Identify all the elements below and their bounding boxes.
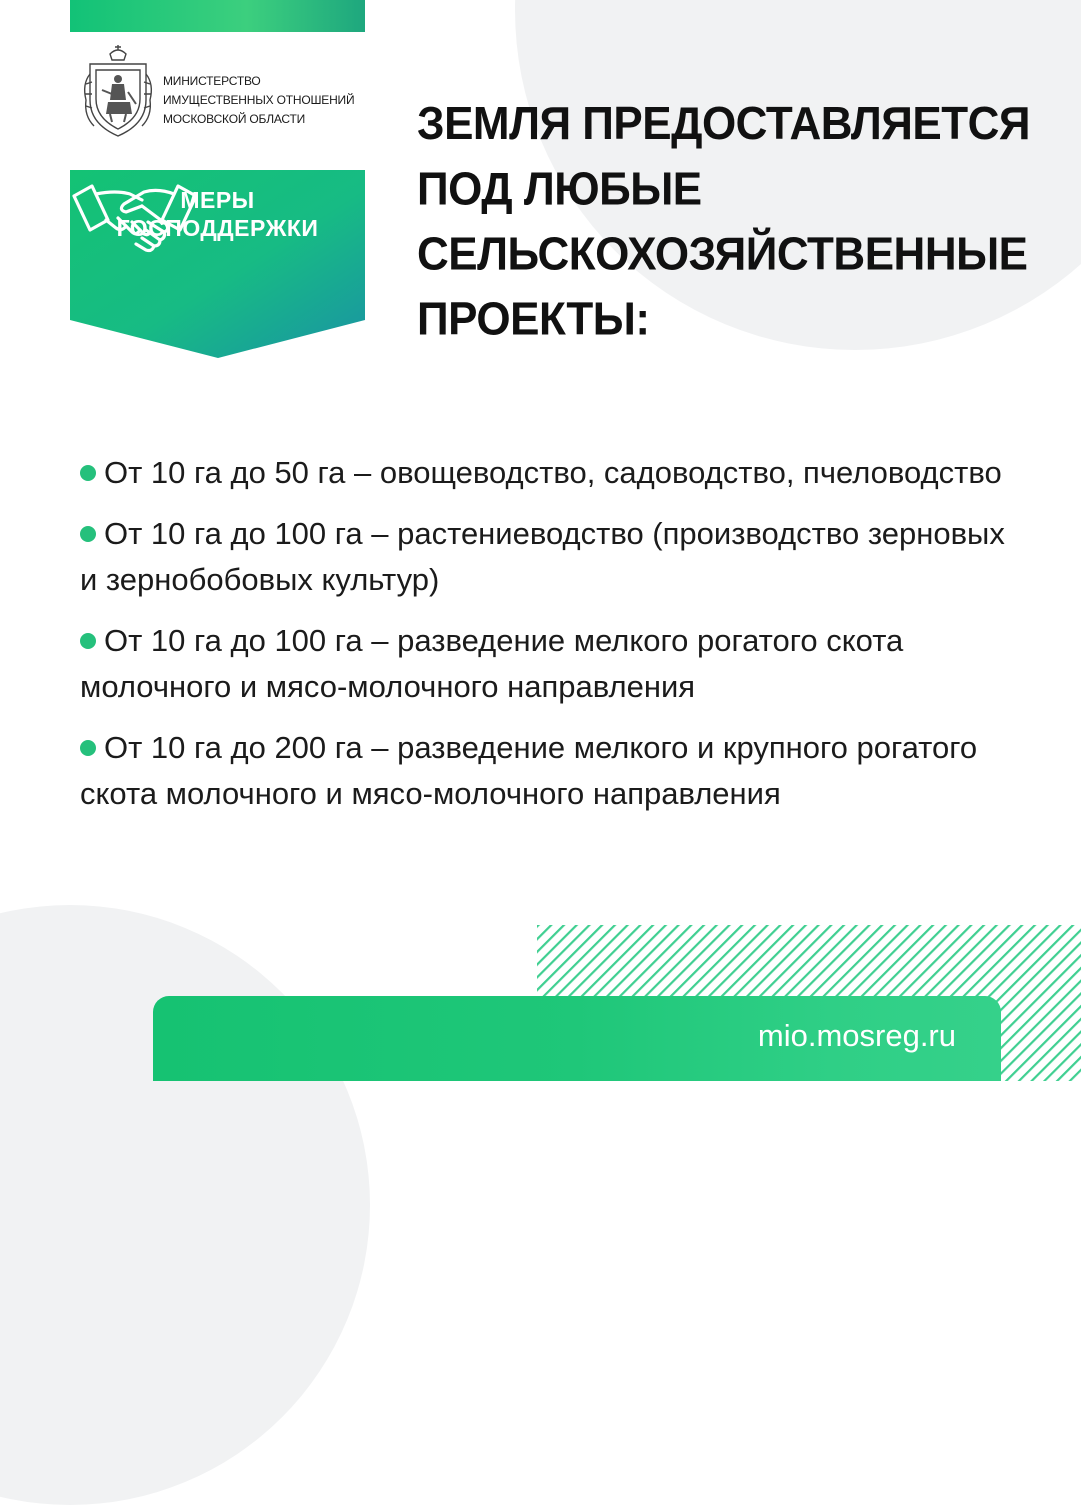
headline — [417, 92, 1057, 352]
land-use-list — [80, 450, 1005, 832]
footer-bar — [153, 996, 1001, 1081]
top-accent-bar — [70, 0, 365, 32]
list-item-text: От 10 га до 200 га – разведение мелкого и крупного рогатого — [104, 730, 978, 765]
list-item-text: От 10 га до 100 га – растениеводство (производство зерновых — [104, 516, 1005, 551]
handshake-icon — [70, 170, 200, 258]
list-item-text: скота молочного и мясо-молочного направления — [80, 776, 781, 811]
list-item-text: От 10 га до 50 га – овощеводство, садоводство, пчеловодство — [104, 455, 1002, 490]
list-item — [80, 618, 980, 710]
bullet-dot-icon — [80, 633, 96, 649]
headline-line: СЕЛЬСКОХОЗЯЙСТВЕННЫЕ — [417, 228, 1028, 280]
list-item-text: молочного и мясо-молочного направления — [80, 669, 696, 704]
ministry-name-line: ИМУЩЕСТВЕННЫХ ОТНОШЕНИЙ — [163, 93, 355, 107]
ministry-name-line: МОСКОВСКОЙ ОБЛАСТИ — [163, 112, 306, 126]
footer-url-link[interactable]: mio.mosreg.ru — [757, 1018, 956, 1053]
list-item — [80, 511, 1005, 603]
list-item — [80, 725, 980, 817]
support-measures-badge — [70, 170, 365, 358]
badge-title-line: ГОСПОДДЕРЖКИ — [116, 215, 319, 241]
headline-line: ПРОЕКТЫ: — [417, 293, 650, 346]
list-item — [80, 450, 1002, 496]
moscow-region-coat-of-arms-icon — [80, 44, 156, 140]
background-circle-bottom — [0, 905, 370, 1505]
list-item-text: и зернобобовых культур) — [80, 562, 440, 597]
ministry-name-line: МИНИСТЕРСТВО — [163, 74, 261, 88]
bullet-dot-icon — [80, 740, 96, 756]
ministry-name — [163, 72, 363, 129]
bullet-dot-icon — [80, 526, 96, 542]
bullet-dot-icon — [80, 465, 96, 481]
headline-line: ПОД ЛЮБЫЕ — [417, 163, 702, 215]
headline-line: ЗЕМЛЯ ПРЕДОСТАВЛЯЕТСЯ — [417, 98, 1031, 150]
list-item-text: От 10 га до 100 га – разведение мелкого рогатого скота — [104, 623, 904, 658]
badge-title-line: МЕРЫ — [180, 187, 255, 213]
